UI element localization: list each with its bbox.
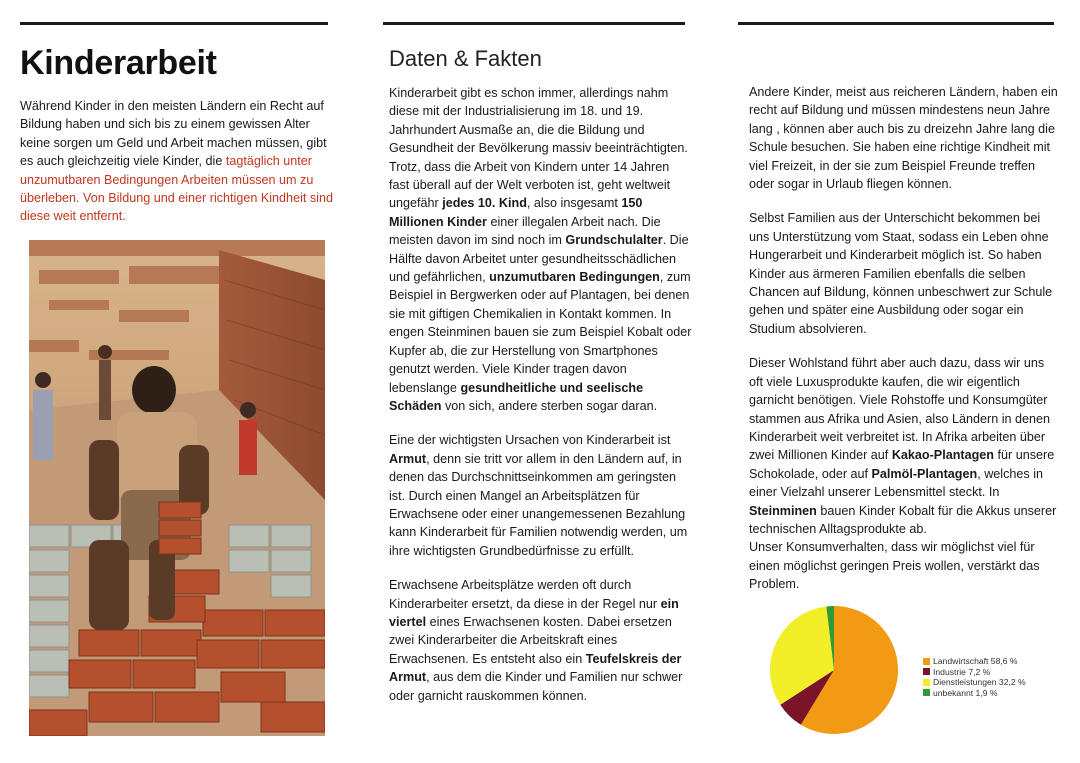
column-rule-middle xyxy=(383,22,685,25)
text-run: , zum Beispiel in Bergwerken oder auf Plantagen, bei denen sie mit giftigen Chemikalien in Kontakt kommen. In engen Steinminen bauen sie zum Beispiel Kobalt oder Kupfer ab, die zur Herstellung von Smartphones genutzt werden. Viele Kinder tragen davon lebenslange xyxy=(389,270,692,395)
facts-paragraph-3 xyxy=(389,576,693,705)
text-run: Eine der wichtigsten Ursachen von Kinderarbeit ist xyxy=(389,433,671,448)
emphasis: unzumutbaren Bedingungen xyxy=(489,270,660,285)
legend-label: Dienstleistungen 32,2 % xyxy=(933,677,1026,688)
emphasis: Kakao-Plantagen xyxy=(891,448,994,463)
legend-item-1 xyxy=(923,667,1026,678)
emphasis: 150 Millionen Kinder xyxy=(389,196,643,229)
text-run: eines Erwachsenen kosten. Dabei ersetzen zwei Kinderarbeiter die Arbeitskraft eines Erwachsenen. Es entsteht also ein xyxy=(389,614,672,666)
legend-item-2 xyxy=(923,677,1026,688)
emphasis: gesundheitliche und seelische Schäden xyxy=(389,380,644,413)
facts-paragraph-1 xyxy=(389,84,693,415)
text-run: , also insgesamt xyxy=(526,196,622,211)
legend-item-3 xyxy=(923,688,1026,699)
legend-label: Landwirtschaft 58,6 % xyxy=(933,656,1018,667)
legend-label: unbekannt 1,9 % xyxy=(933,687,998,698)
consequences-column xyxy=(749,83,1059,610)
legend-swatch xyxy=(923,658,930,665)
column-rule-left xyxy=(20,22,328,25)
pie-svg xyxy=(760,600,910,740)
emphasis: Palmöl-Plantagen xyxy=(871,466,978,481)
welfare-paragraph: Selbst Familien aus der Unterschicht bekommen bei uns Unterstützung vom Staat, sodass ein Leben ohne Hungerarbeit und Kinderarbeit möglich ist. So haben Kinder aus ärmeren Familien ebenfalls die selben Chancen auf Bildung, können unbeschwert zur Schule gehen und später eine Ausbildung oder sogar ein Studium absolvieren. xyxy=(749,211,1053,336)
text-run: bauen Kinder Kobalt für die Akkus unserer technischen Alltagsprodukte ab. xyxy=(749,503,1057,536)
emphasis: Armut xyxy=(389,451,427,466)
legend-label: Industrie 7,2 % xyxy=(933,666,991,677)
text-run: von sich, andere sterben sogar daran. xyxy=(441,398,658,413)
text-run: Erwachsene Arbeitsplätze werden oft durch Kinderarbeiter ersetzt, da diese in der Regel nur xyxy=(389,578,661,611)
text-run: für unsere Schokolade, oder auf xyxy=(749,448,1055,481)
intro-highlight: tagtäglich unter unzumutbaren Bedingungen Arbeiten müssen um zu überleben. Von Bildung und einer richtigen Kindheit sind diese weit entfernt. xyxy=(20,154,333,224)
emphasis: jedes 10. Kind xyxy=(442,196,527,211)
emphasis: Steinminen xyxy=(749,503,817,518)
legend-swatch xyxy=(923,679,930,686)
text-run: , denn sie tritt vor allem in den Ländern auf, in denen das Durchschnittseinkommen am geringsten ist. Durch einen Mangel an Arbeitsplätzen für Erwachsene oder einer unangemessenen Bezahlung kann Kinderarbeit für Familien notwendig werden, um ihre wichtigsten Grundbedürfnisse zu erfüllt. xyxy=(389,451,688,558)
intro-text xyxy=(20,97,338,226)
text-run: , welches in einer Vielzahl unserer Lebensmittel steckt. In xyxy=(749,466,1044,500)
emphasis: Teufelskreis der Armut xyxy=(389,651,682,685)
text-run: einer illegalen Arbeit nach. Die meisten davon im sind noch im xyxy=(389,214,661,248)
page-title: Kinderarbeit xyxy=(20,44,217,82)
legend-swatch xyxy=(923,689,930,696)
legend-swatch xyxy=(923,668,930,675)
text-run: . Die Hälfte davon Arbeitet unter gesundheitsschädlichen und gefährlichen, xyxy=(389,233,689,285)
emphasis: Grundschulalter xyxy=(565,233,663,248)
text-run: Kinderarbeit gibt es schon immer, allerdings nahm diese mit der Industrialisierung im 18. und 19. Jahrhundert Ausmaße an, die die Bildung und Gesundheit der Bevölkerung massiv beeinträchtigten. Trotz, dass die Arbeit von Kindern unter 14 Jahren fast überall auf der Welt verboten ist, geht weltweit ungefähr xyxy=(389,86,688,211)
emphasis: ein viertel xyxy=(389,596,679,629)
text-run: , aus dem die Kinder und Familien nur schwer oder garnicht rauskommen können. xyxy=(389,670,683,703)
consumption-paragraph xyxy=(749,354,1059,593)
pie-legend xyxy=(923,656,1026,698)
facts-column xyxy=(389,84,693,721)
legend-item-0 xyxy=(923,656,1026,667)
child-labor-photo xyxy=(29,240,325,736)
brickyard-illustration xyxy=(29,240,325,736)
text-run: Unser Konsumverhalten, dass wir möglichst viel für einen möglichst geringen Preis wollen, verstärkt das Problem. xyxy=(749,540,1040,592)
text-run: Dieser Wohlstand führt aber auch dazu, dass wir uns oft viele Luxusprodukte kaufen, die wir eigentlich garnicht benötigen. Viele Rohstoffe und Konsumgüter stammen aus Afrika und Asien, also Ländern in denen Kinderarbeit weit verbreitet ist. In Afrika arbeiten über zwei Millionen Kinder auf xyxy=(749,356,1051,463)
column-rule-right xyxy=(738,22,1054,25)
facts-paragraph-2 xyxy=(389,431,693,560)
rich-countries-paragraph: Andere Kinder, meist aus reicheren Ländern, haben ein recht auf Bildung und müssen mindestens neun Jahre lang , können aber auch bis zu dreizehn Jahre lang die Schule besuchen. Sie haben eine richtige Kindheit mit viel Freizeit, in der sie zum Beispiel Freunde treffen oder sogar in Urlaub fliegen können. xyxy=(749,85,1058,192)
intro-plain: Während Kinder in den meisten Ländern ein Recht auf Bildung haben und sich bis zu einem gewissen Alter keine sorgen um Geld und Arbeit machen müssen, gibt es auch gleichzeitig viele Kinder, die xyxy=(20,99,327,169)
section-title: Daten & Fakten xyxy=(389,46,542,71)
